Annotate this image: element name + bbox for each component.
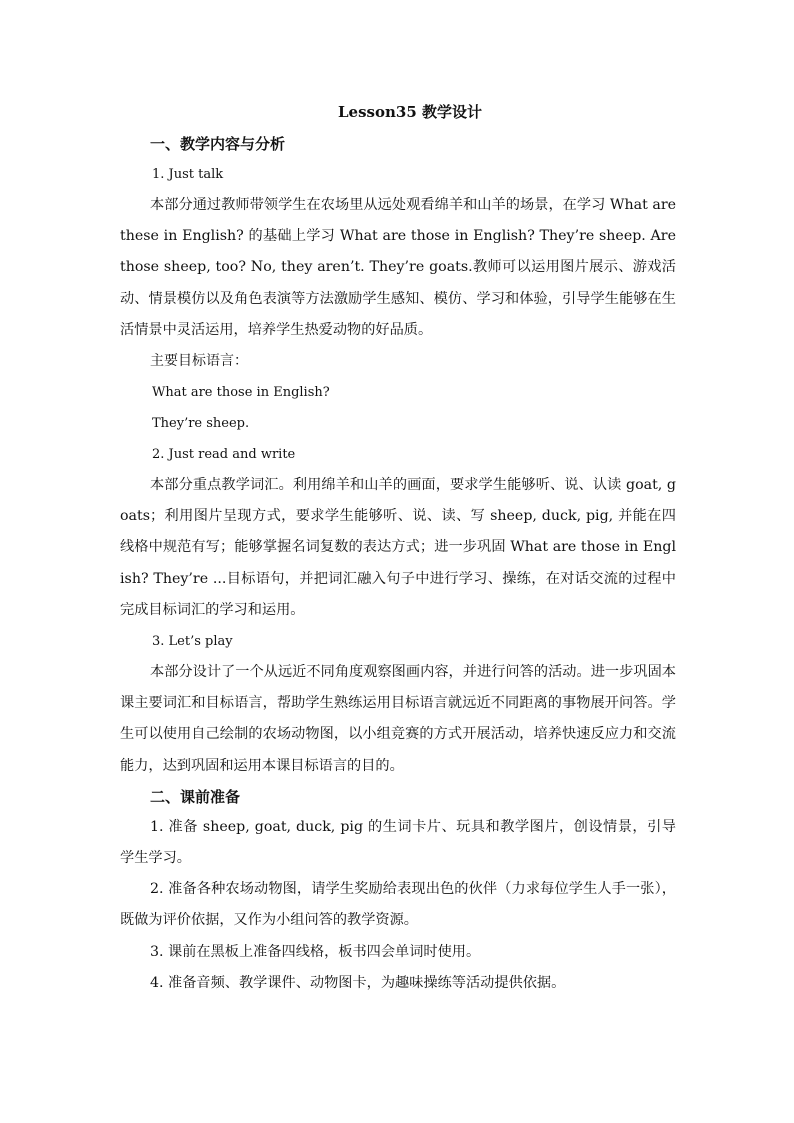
- part-label-lets-play: 3. Let’s play: [152, 634, 233, 650]
- document-title: Lesson35 教学设计: [338, 103, 482, 121]
- section-heading-content-analysis: 一、教学内容与分析: [150, 135, 286, 153]
- target-sentence-2: They’re sheep.: [152, 416, 250, 432]
- part-label-just-talk: 1. Just talk: [152, 167, 224, 182]
- target-sentence-1: What are those in English?: [152, 385, 330, 401]
- paragraph-just-talk: 本部分通过教师带领学生在农场里从远处观看绵羊和山羊的场景，在学习 What are these in English? 的基础上学习 What are those in English? They’re sheep. Are those sheep, too? No, they aren’t. They’re goats.教师可以运用图片展示、游戏活动、情景模仿以及角色表演等方法激励学生感知、模仿、学习和体验，引导学生能够在生活情景中灵活运用，培养学生热爱动物的好品质。: [120, 197, 676, 338]
- target-language-label: 主要目标语言：: [150, 353, 248, 370]
- preparation-item-1: 1. 准备 sheep, goat, duck, pig 的生词卡片、玩具和教学图片，创设情景，引导学生学习。: [120, 818, 676, 867]
- paragraph-read-write: 本部分重点教学词汇。利用绵羊和山羊的画面，要求学生能够听、说、认读 goat, goats；利用图片呈现方式，要求学生能够听、说、读、写 sheep, duck, pig, 并能在四线格中规范有写；能够掌握名词复数的表达方式；进一步巩固 What are those in English? They’re ...目标语句，并把词汇融入句子中进行学习、操练，在对话交流的过程中完成目标词汇的学习和运用。: [120, 477, 676, 618]
- preparation-item-3: 3. 课前在黑板上准备四线格，板书四会单词时使用。: [150, 943, 481, 960]
- part-label-read-write: 2. Just read and write: [152, 447, 296, 463]
- document-body: [120, 97, 676, 999]
- section-heading-preparation: 二、课前准备: [150, 787, 241, 806]
- paragraph-lets-play: 本部分设计了一个从远近不同角度观察图画内容，并进行问答的活动。进一步巩固本课主要词汇和目标语言，帮助学生熟练运用目标语言就远近不同距离的事物展开问答。学生可以使用自己绘制的农场动物图，以小组竞赛的方式开展活动，培养快速反应力和交流能力，达到巩固和运用本课目标语言的目的。: [120, 664, 676, 774]
- preparation-item-4: 4. 准备音频、教学课件、动物图卡，为趣味操练等活动提供依据。: [150, 974, 566, 991]
- preparation-item-2: 2. 准备各种农场动物图，请学生奖励给表现出色的伙伴（力求每位学生人手一张），既做为评价依据，又作为小组问答的教学资源。: [120, 881, 676, 929]
